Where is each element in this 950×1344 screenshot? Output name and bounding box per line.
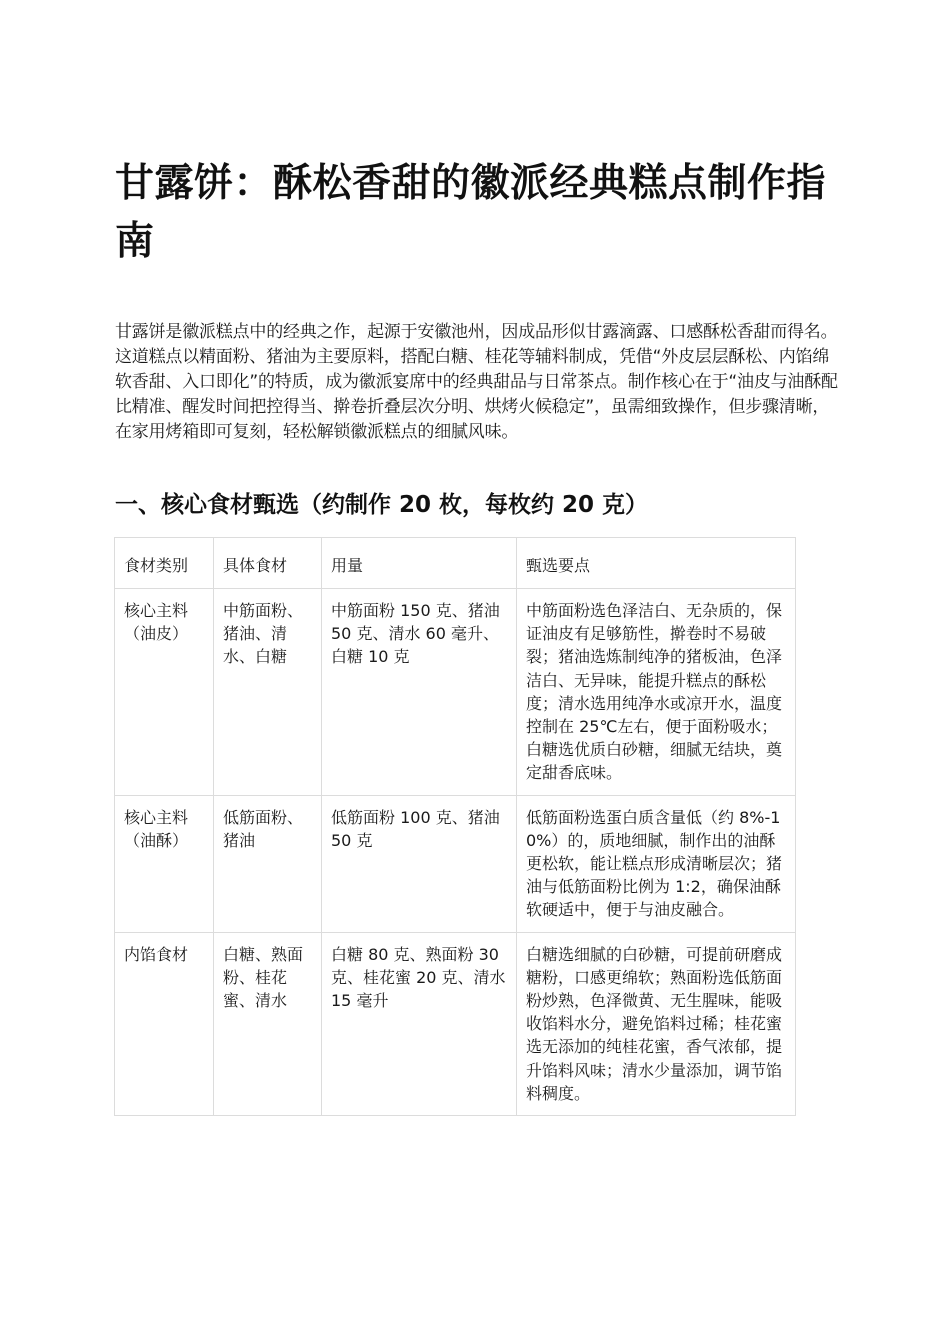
cell-amount: 低筋面粉 100 克、猪油 50 克 (322, 795, 517, 932)
table-row (115, 932, 796, 1115)
section-heading-ingredients: 一、核心食材甄选（约制作 20 枚，每枚约 20 克） (115, 492, 649, 518)
cell-amount: 白糖 80 克、熟面粉 30 克、桂花蜜 20 克、清水 15 毫升 (322, 932, 517, 1115)
cell-tips: 中筋面粉选色泽洁白、无杂质的，保证油皮有足够筋性，擀卷时不易破裂；猪油选炼制纯净的猪板油，色泽洁白、无异味，能提升糕点的酥松度；清水选用纯净水或凉开水，温度控制在 25℃左右，便于面粉吸水；白糖选优质白砂糖，细腻无结块，奠定甜香底味。 (517, 589, 796, 796)
cell-category: 核心主料（油酥） (115, 795, 214, 932)
cell-tips: 低筋面粉选蛋白质含量低（约 8%-10%）的，质地细腻，制作出的油酥更松软，能让糕点形成清晰层次；猪油与低筋面粉比例为 1:2，确保油酥软硬适中，便于与油皮融合。 (517, 795, 796, 932)
table-header-row (115, 538, 796, 589)
table-row (115, 795, 796, 932)
cell-ingredients: 中筋面粉、猪油、清水、白糖 (214, 589, 322, 796)
cell-ingredients: 低筋面粉、猪油 (214, 795, 322, 932)
column-header-ingredients: 具体食材 (214, 538, 322, 589)
cell-category: 内馅食材 (115, 932, 214, 1115)
intro-paragraph: 甘露饼是徽派糕点中的经典之作，起源于安徽池州，因成品形似甘露滴露、口感酥松香甜而得名。这道糕点以精面粉、猪油为主要原料，搭配白糖、桂花等辅料制成，凭借“外皮层层酥松、内馅绵软香甜、入口即化”的特质，成为徽派宴席中的经典甜品与日常茶点。制作核心在于“油皮与油酥配比精准、醒发时间把控得当、擀卷折叠层次分明、烘烤火候稳定”，虽需细致操作，但步骤清晰，在家用烤箱即可复刻，轻松解锁徽派糕点的细腻风味。 (115, 322, 838, 442)
cell-tips: 白糖选细腻的白砂糖，可提前研磨成糖粉，口感更绵软；熟面粉选低筋面粉炒熟，色泽微黄、无生腥味，能吸收馅料水分，避免馅料过稀；桂花蜜选无添加的纯桂花蜜，香气浓郁，提升馅料风味；清水少量添加，调节馅料稠度。 (517, 932, 796, 1115)
column-header-tips: 甄选要点 (517, 538, 796, 589)
cell-amount: 中筋面粉 150 克、猪油 50 克、清水 60 毫升、白糖 10 克 (322, 589, 517, 796)
cell-ingredients: 白糖、熟面粉、桂花蜜、清水 (214, 932, 322, 1115)
ingredients-table (114, 537, 796, 1116)
document-title: 甘露饼：酥松香甜的徽派经典糕点制作指南 (115, 161, 827, 264)
cell-category: 核心主料（油皮） (115, 589, 214, 796)
table-row (115, 589, 796, 796)
column-header-amount: 用量 (322, 538, 517, 589)
column-header-category: 食材类别 (115, 538, 214, 589)
